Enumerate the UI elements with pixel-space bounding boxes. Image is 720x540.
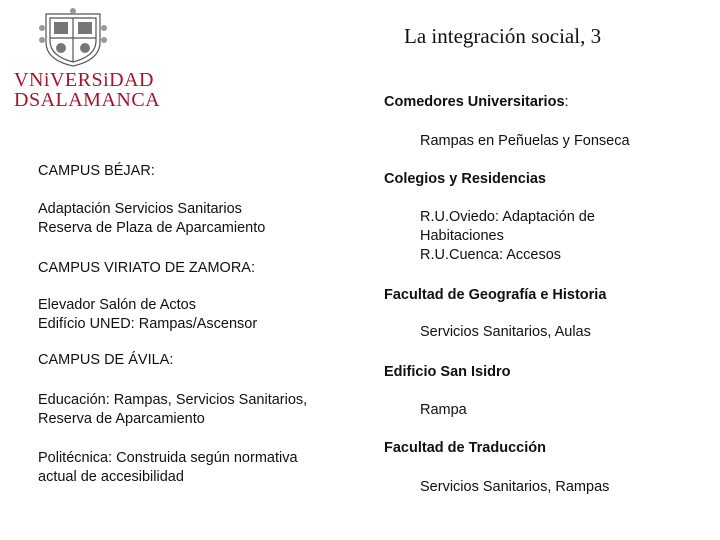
brand-line-1: VNiVERSiDAD <box>14 69 154 91</box>
politecnica-line: actual de accesibilidad <box>38 469 184 485</box>
campus-avila-line: Educación: Rampas, Servicios Sanitarios, <box>38 392 308 408</box>
campus-bejar-line: Adaptación Servicios Sanitarios <box>38 201 242 217</box>
campus-zamora-line: Edifício UNED: Rampas/Ascensor <box>38 316 258 332</box>
campus-bejar-line: Reserva de Plaza de Aparcamiento <box>38 220 266 236</box>
comedores-detail: Rampas en Peñuelas y Fonseca <box>420 133 630 149</box>
campus-bejar-heading: CAMPUS BÉJAR: <box>38 163 155 179</box>
politecnica-details <box>38 449 298 487</box>
comedores-colon: : <box>564 94 569 110</box>
traduccion-heading: Facultad de Traducción <box>384 440 546 456</box>
university-seal-icon <box>38 8 108 68</box>
isidro-heading: Edificio San Isidro <box>384 364 511 380</box>
campus-zamora-heading: CAMPUS VIRIATO DE ZAMORA: <box>38 260 255 276</box>
colegios-line: R.U.Oviedo: Adaptación de <box>420 209 595 225</box>
colegios-line: Habitaciones <box>420 228 504 244</box>
campus-avila-details <box>38 391 307 429</box>
colegios-details <box>420 208 595 265</box>
slide-title: La integración social, 3 <box>404 24 602 48</box>
politecnica-line: Politécnica: Construida según normativa <box>38 450 298 466</box>
university-logo-text <box>14 70 160 110</box>
isidro-detail: Rampa <box>420 402 467 418</box>
campus-avila-heading: CAMPUS DE ÁVILA: <box>38 352 174 368</box>
comedores-title: Comedores Universitarios <box>384 94 565 110</box>
campus-bejar-details <box>38 200 265 238</box>
colegios-line: R.U.Cuenca: Accesos <box>420 247 562 263</box>
campus-zamora-line: Elevador Salón de Actos <box>38 297 196 313</box>
traduccion-detail: Servicios Sanitarios, Rampas <box>420 479 610 495</box>
campus-zamora-details <box>38 296 257 334</box>
geografia-detail: Servicios Sanitarios, Aulas <box>420 324 591 340</box>
colegios-heading: Colegios y Residencias <box>384 171 546 187</box>
geografia-heading: Facultad de Geografía e Historia <box>384 287 607 303</box>
brand-line-2: DSALAMANCA <box>14 89 161 111</box>
campus-avila-line: Reserva de Aparcamiento <box>38 411 205 427</box>
comedores-heading <box>384 93 569 112</box>
